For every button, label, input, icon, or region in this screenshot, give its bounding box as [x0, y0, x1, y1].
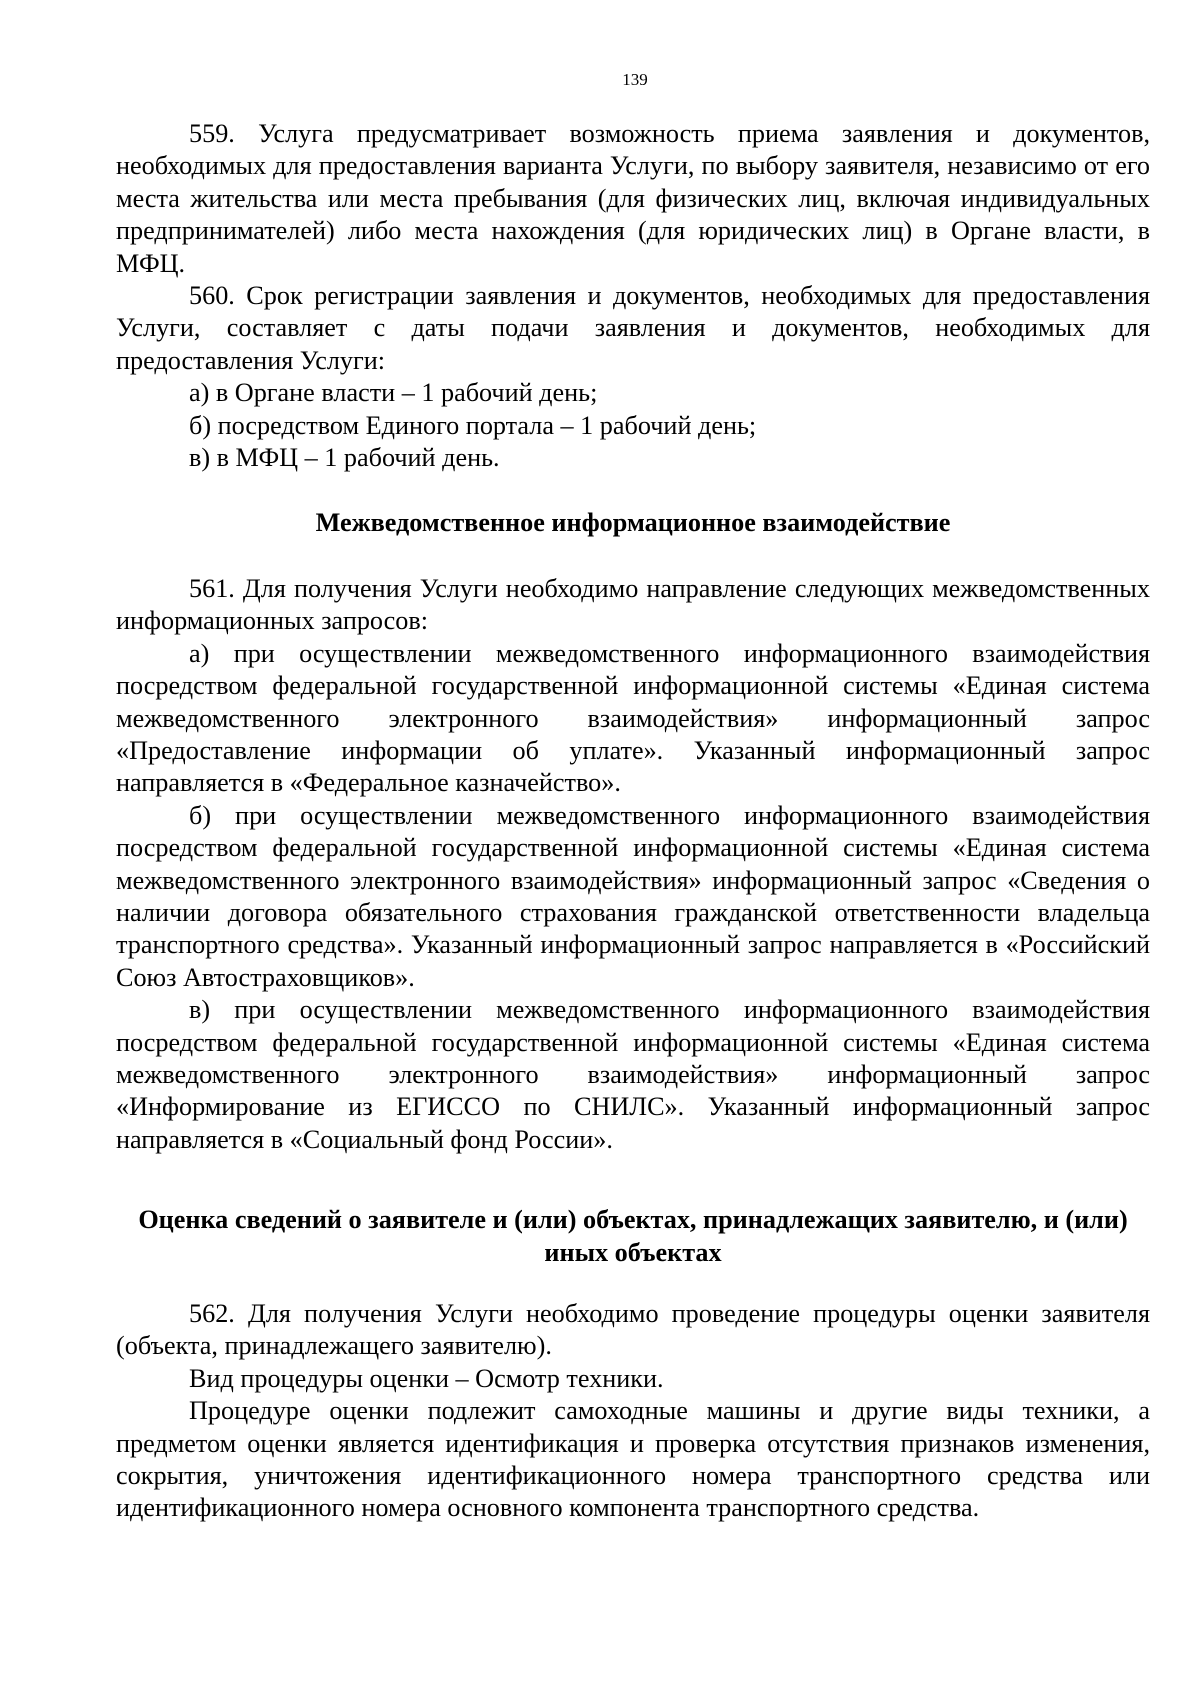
paragraph-assessment-type: Вид процедуры оценки – Осмотр техники.	[189, 1363, 664, 1393]
document-body	[116, 118, 1150, 1525]
paragraph-561-v: в) при осуществлении межведомственного информационного взаимодействия посредством федеральной государственной информационной системы «Единая система межведомственного электронного взаимодействия» информационный запрос «Информирование из ЕГИССО по СНИЛС». Указанный информационный запрос направляется в «Социальный фонд России».	[116, 995, 1150, 1154]
list-item-b: б) посредством Единого портала – 1 рабочий день;	[189, 410, 757, 440]
page-number: 139	[622, 70, 648, 89]
list-item-v: в) в МФЦ – 1 рабочий день.	[189, 443, 500, 473]
list-item-a: а) в Органе власти – 1 рабочий день;	[189, 378, 598, 408]
paragraph-561: 561. Для получения Услуги необходимо направление следующих межведомственных информационных запросов:	[116, 573, 1150, 636]
paragraph-assessment-subject: Процедуре оценки подлежит самоходные машины и другие виды техники, а предметом оценки является идентификация и проверка отсутствия признаков изменения, сокрытия, уничтожения идентификационного номера транспортного средства или идентификационного номера основного компонента транспортного средства.	[116, 1396, 1150, 1523]
paragraph-561-a: а) при осуществлении межведомственного информационного взаимодействия посредством федеральной государственной информационной системы «Единая система межведомственного электронного взаимодействия» информационный запрос «Предоставление информации об уплате». Указанный информационный запрос направляется в «Федеральное казначейство».	[116, 638, 1150, 798]
paragraph-560: 560. Срок регистрации заявления и документов, необходимых для предоставления Услуги, составляет с даты подачи заявления и документов, необходимых для предоставления Услуги:	[116, 281, 1150, 375]
paragraph-562: 562. Для получения Услуги необходимо проведение процедуры оценки заявителя (объекта, принадлежащего заявителю).	[116, 1299, 1150, 1361]
paragraph-561-b: б) при осуществлении межведомственного информационного взаимодействия посредством федеральной государственной информационной системы «Единая система межведомственного электронного взаимодействия» информационный запрос «Сведения о наличии договора обязательного страхования гражданской ответственности владельца транспортного средства». Указанный информационный запрос направляется в «Российский Союз Автостраховщиков».	[116, 800, 1150, 992]
paragraph-559: 559. Услуга предусматривает возможность приема заявления и документов, необходимых для предоставления варианта Услуги, по выбору заявителя, независимо от его места жительства или места пребывания (для физических лиц, включая индивидуальных предпринимателей) либо места нахождения (для юридических лиц) в Органе власти, в МФЦ.	[116, 119, 1150, 278]
section-heading-assessment: Оценка сведений о заявителе и (или) объектах, принадлежащих заявителю, и (или) иных объектах	[138, 1205, 1128, 1267]
section-heading-interagency: Межведомственное информационное взаимодействие	[315, 508, 951, 538]
